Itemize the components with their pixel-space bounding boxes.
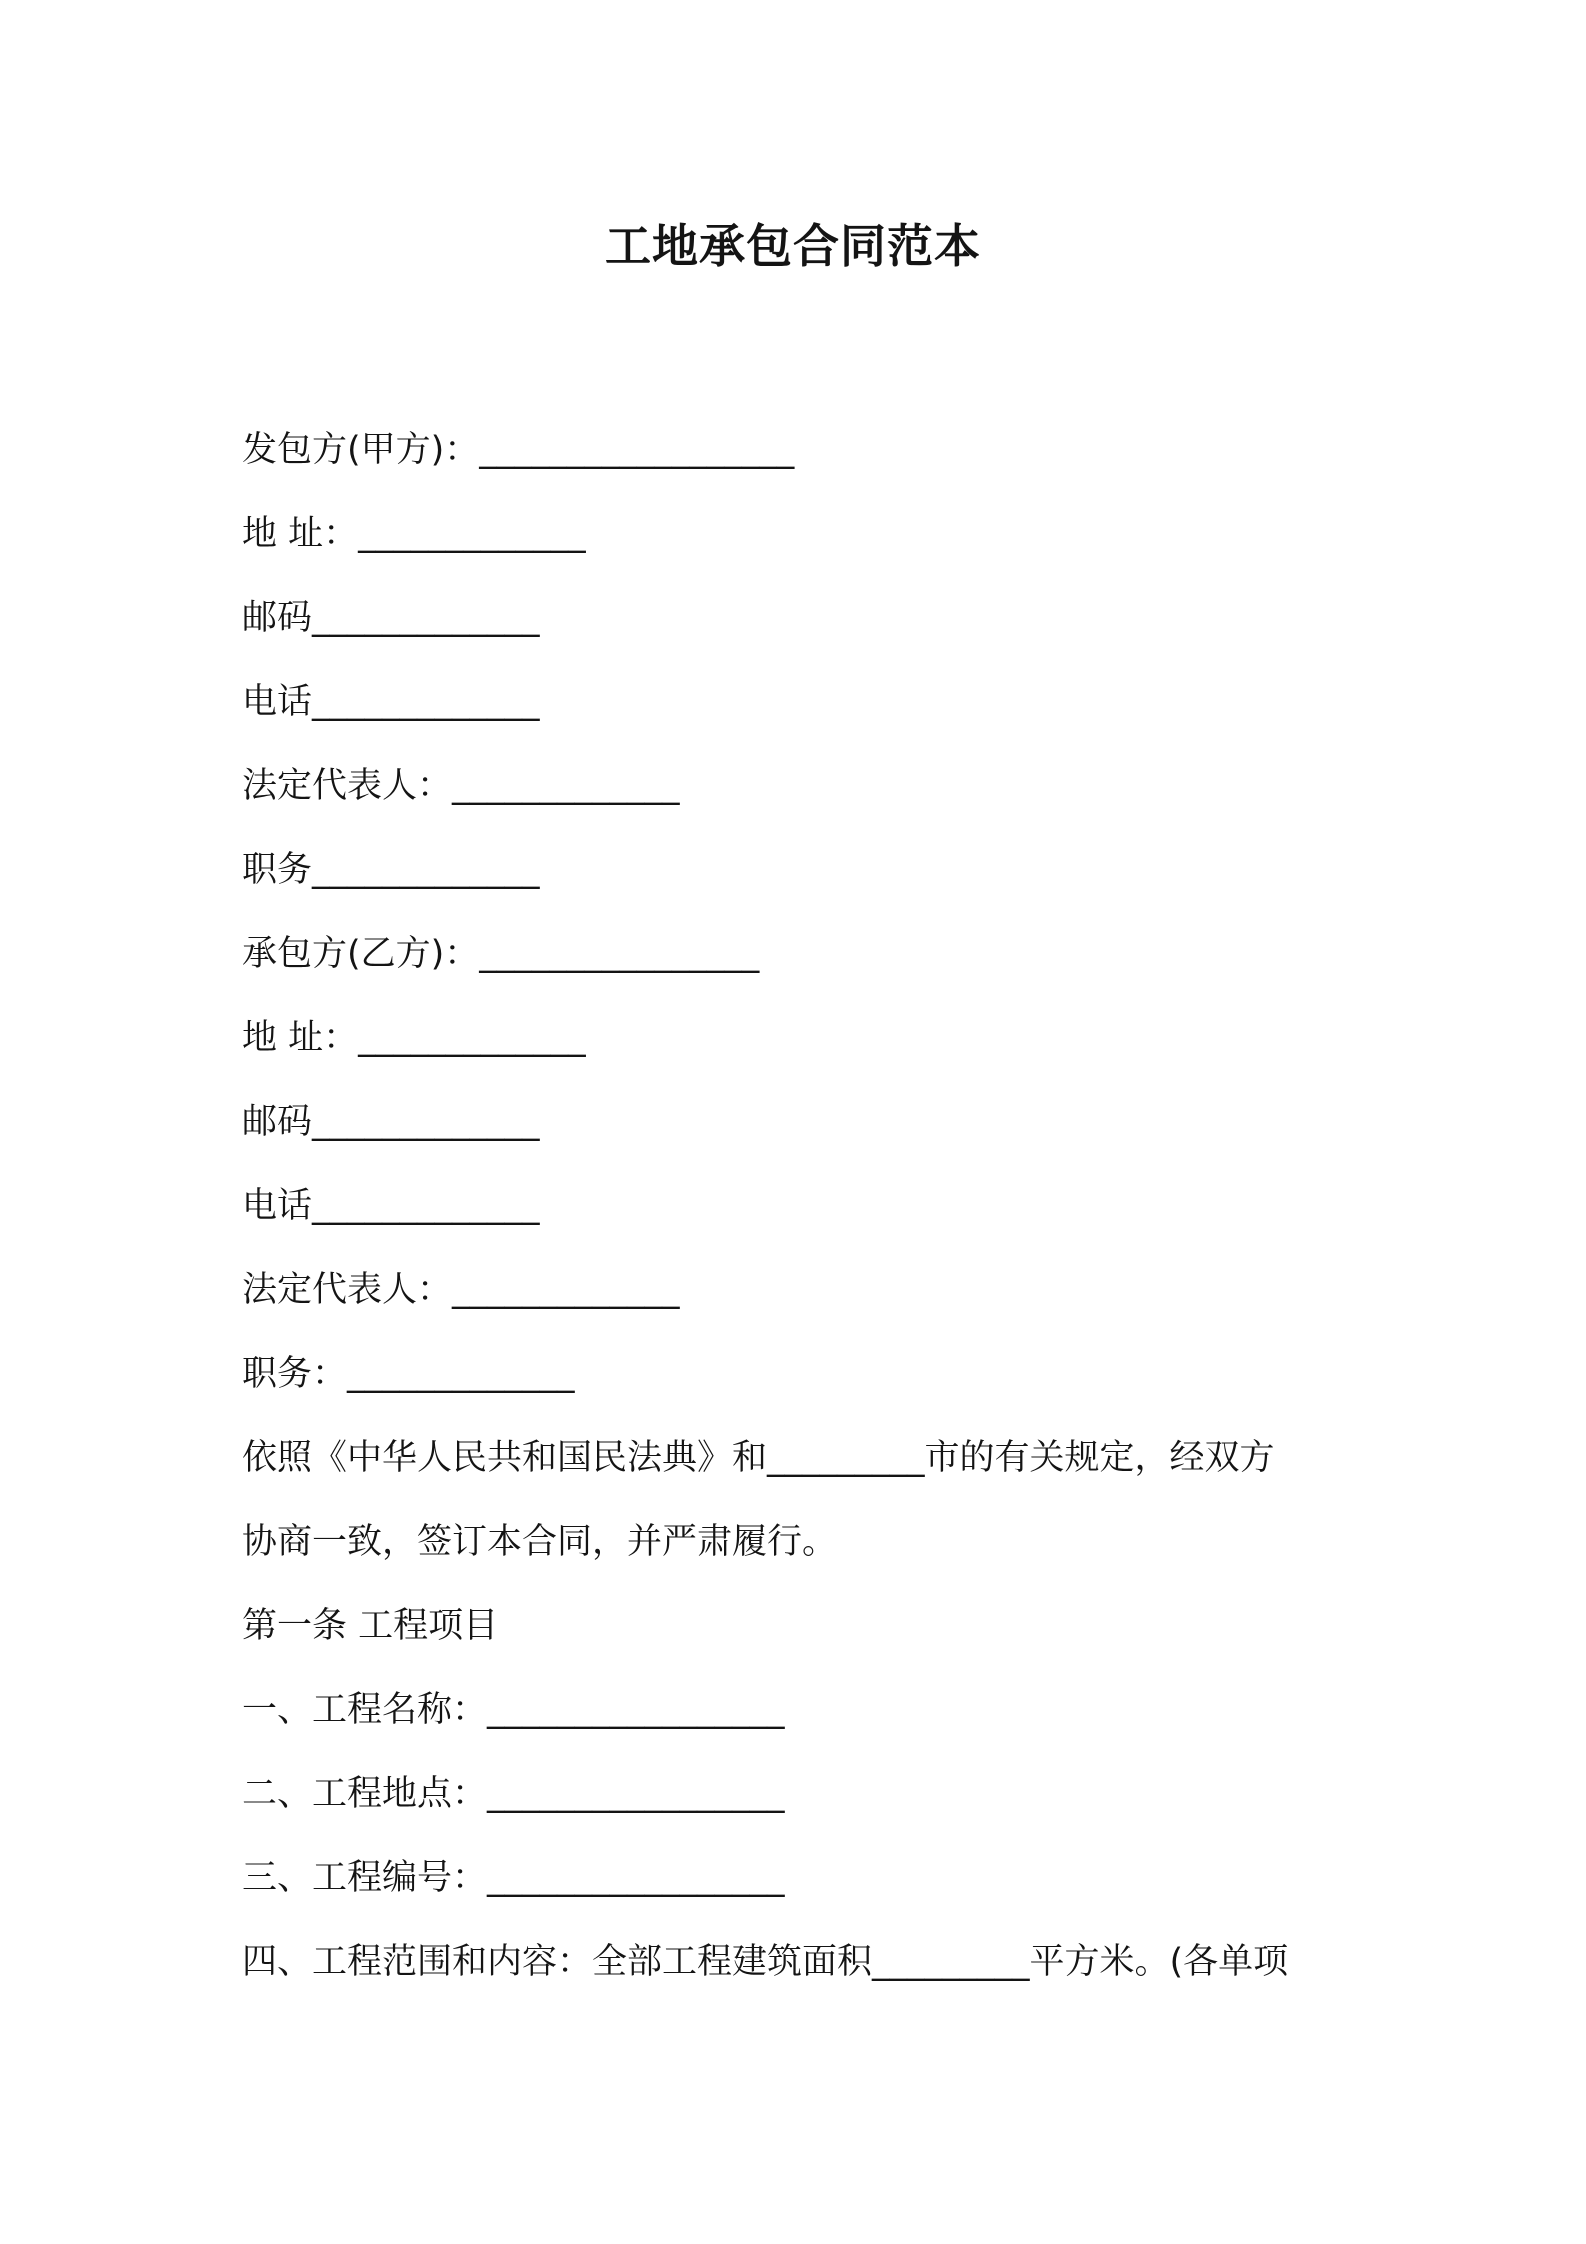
party-a-address-line: 地 址：_____________ bbox=[242, 514, 586, 554]
document-body bbox=[242, 408, 1362, 2004]
project-scope-line: 四、工程范围和内容：全部工程建筑面积_________平方米。(各单项 bbox=[242, 1942, 1289, 1982]
document-title: 工地承包合同范本 bbox=[605, 219, 981, 273]
party-b-phone-line: 电话_____________ bbox=[242, 1186, 540, 1226]
party-b-position-line: 职务：_____________ bbox=[242, 1354, 575, 1394]
project-name-line: 一、工程名称：_________________ bbox=[242, 1690, 785, 1730]
party-a-legal-representative-line: 法定代表人：_____________ bbox=[242, 766, 680, 806]
party-a-phone-line: 电话_____________ bbox=[242, 682, 540, 722]
party-b-legal-representative-line: 法定代表人：_____________ bbox=[242, 1270, 680, 1310]
party-a-postcode-line: 邮码_____________ bbox=[242, 598, 540, 638]
project-number-line: 三、工程编号：_________________ bbox=[242, 1858, 785, 1898]
article-1-heading: 第一条 工程项目 bbox=[242, 1606, 499, 1646]
preamble-line-2: 协商一致，签订本合同，并严肃履行。 bbox=[242, 1522, 838, 1562]
party-a-position-line: 职务_____________ bbox=[242, 850, 540, 890]
party-b-line: 承包方(乙方)：________________ bbox=[242, 934, 760, 974]
project-location-line: 二、工程地点：_________________ bbox=[242, 1774, 785, 1814]
party-b-postcode-line: 邮码_____________ bbox=[242, 1102, 540, 1142]
party-b-address-line: 地 址：_____________ bbox=[242, 1018, 586, 1058]
preamble-line-1: 依照《中华人民共和国民法典》和_________市的有关规定，经双方 bbox=[242, 1438, 1275, 1478]
party-a-line: 发包方(甲方)：__________________ bbox=[242, 430, 795, 470]
